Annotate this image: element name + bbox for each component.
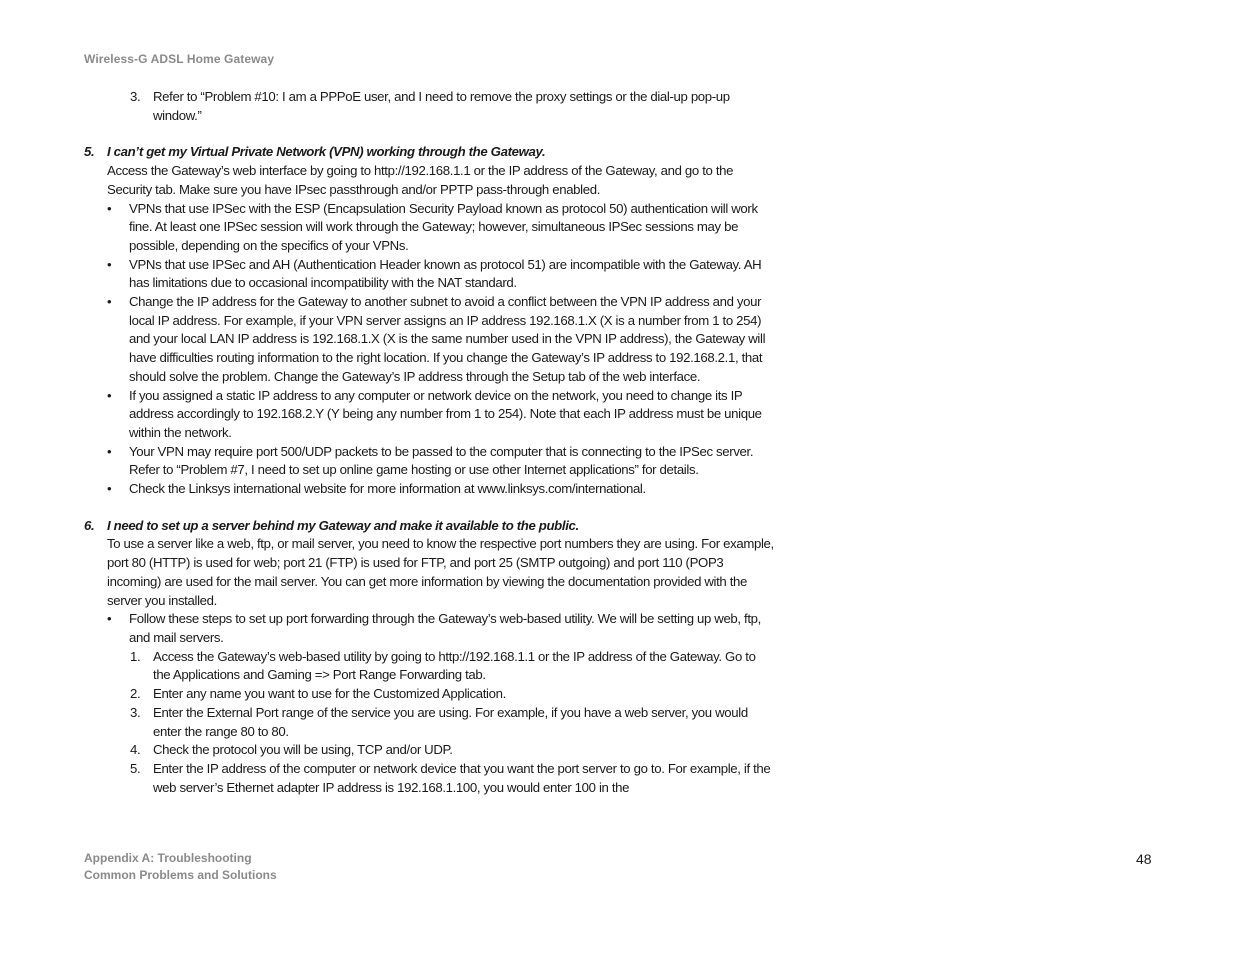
bullet-glyph: • <box>107 294 112 310</box>
page-number: 48 <box>1136 851 1152 867</box>
bullet-text: VPNs that use IPSec with the ESP (Encapsulation Security Payload known as protocol 50) authentication will work fine. At least one IPSec session will work through the Gateway; however, simultaneous IPSec sessions may be possible, depending on the specifics of your VPNs. <box>129 200 758 253</box>
bullet-item <box>84 200 774 256</box>
section-intro: Access the Gateway’s web interface by going to http://192.168.1.1 or the IP address of the Gateway, and go to the Security tab. Make sure you have IPsec passthrough and/or PPTP pass-through enabled. <box>107 163 734 197</box>
bullet-glyph: • <box>107 481 112 497</box>
running-footer <box>84 850 277 883</box>
step-text: Check the protocol you will be using, TCP and/or UDP. <box>153 742 453 758</box>
bullet-item <box>84 443 774 480</box>
bullet-text: If you assigned a static IP address to any computer or network device on the network, you need to change its IP address accordingly to 192.168.2.Y (Y being any number from 1 to 254). Note that each IP address must be unique within the network. <box>129 387 762 440</box>
bullet-item <box>84 387 774 443</box>
section-heading <box>84 143 774 162</box>
step-number: 2. <box>130 686 141 702</box>
bullet-text: Change the IP address for the Gateway to another subnet to avoid a conflict between the VPN IP address and your local IP address. For example, if your VPN server assigns an IP address 192.168.1.X (X is a number from 1 to 254) and your local LAN IP address is 192.168.1.X (X is the same number used in the VPN IP address), the Gateway will have difficulties routing information to the right location. If you change the Gateway’s IP address to 192.168.2.1, that should solve the problem. Change the Gateway’s IP address through the Setup tab of the web interface. <box>129 294 766 384</box>
step-number: 3. <box>130 704 141 720</box>
section-heading <box>84 517 774 536</box>
step-number: 5. <box>130 760 141 776</box>
footer-appendix-title: Appendix A: Troubleshooting <box>84 851 252 865</box>
step-item <box>84 704 774 741</box>
section-intro: To use a server like a web, ftp, or mail server, you need to know the respective port numbers they are using. For example, port 80 (HTTP) is used for web; port 21 (FTP) is used for FTP, and port 25 (SMTP outgoing) and port 110 (POP3 incoming) are used for the mail server. You can get more information by viewing the documentation provided with the server you installed. <box>107 536 774 608</box>
bullet-item <box>84 610 774 647</box>
bullet-text: Check the Linksys international website for more information at www.linksys.com/international. <box>129 481 646 497</box>
step-text: Enter any name you want to use for the Customized Application. <box>153 686 506 702</box>
step-number: 4. <box>130 742 141 758</box>
bullet-text: VPNs that use IPSec and AH (Authentication Header known as protocol 51) are incompatible with the Gateway. AH has limitations due to occasional incompatibility with the NAT standard. <box>129 256 762 291</box>
bullet-item <box>84 480 774 499</box>
step-item <box>84 741 774 760</box>
running-header: Wireless-G ADSL Home Gateway <box>84 52 275 66</box>
section-number: 6. <box>84 517 95 533</box>
bullet-glyph: • <box>107 611 112 627</box>
bullet-text: Your VPN may require port 500/UDP packets to be passed to the computer that is connecting to the IPSec server. Refer to “Problem #7, I need to set up online game hosting or use other Internet applications” for details. <box>129 443 754 478</box>
bullet-glyph: • <box>107 387 112 403</box>
step-item <box>84 685 774 704</box>
page-content <box>84 88 774 797</box>
step-text: Access the Gateway’s web-based utility by going to http://192.168.1.1 or the IP address of the Gateway. Go to the Applications and Gaming => Port Range Forwarding tab. <box>153 648 756 683</box>
step-text: Enter the External Port range of the service you are using. For example, if you have a web server, you would enter the range 80 to 80. <box>153 704 748 739</box>
bullet-glyph: • <box>107 200 112 216</box>
step-item <box>84 760 774 797</box>
list-item-text: Refer to “Problem #10: I am a PPPoE user, and I need to remove the proxy settings or the dial-up pop-up window.” <box>153 89 730 123</box>
footer-section-title: Common Problems and Solutions <box>84 867 277 882</box>
step-text: Enter the IP address of the computer or network device that you want the port server to go to. For example, if the web server’s Ethernet adapter IP address is 192.168.1.100, you would enter 100 in the <box>153 760 771 795</box>
section-title-text: I can’t get my Virtual Private Network (VPN) working through the Gateway. <box>107 144 546 160</box>
list-item <box>84 88 774 125</box>
bullet-item <box>84 293 774 387</box>
list-item-number: 3. <box>130 89 141 104</box>
bullet-item <box>84 256 774 293</box>
bullet-text: Follow these steps to set up port forwarding through the Gateway’s web-based utility. We will be setting up web, ftp, and mail servers. <box>129 611 761 645</box>
section-title-text: I need to set up a server behind my Gateway and make it available to the public. <box>107 517 579 533</box>
section-number: 5. <box>84 144 95 160</box>
step-number: 1. <box>130 648 141 664</box>
step-item <box>84 648 774 685</box>
bullet-glyph: • <box>107 443 112 459</box>
bullet-glyph: • <box>107 256 112 272</box>
